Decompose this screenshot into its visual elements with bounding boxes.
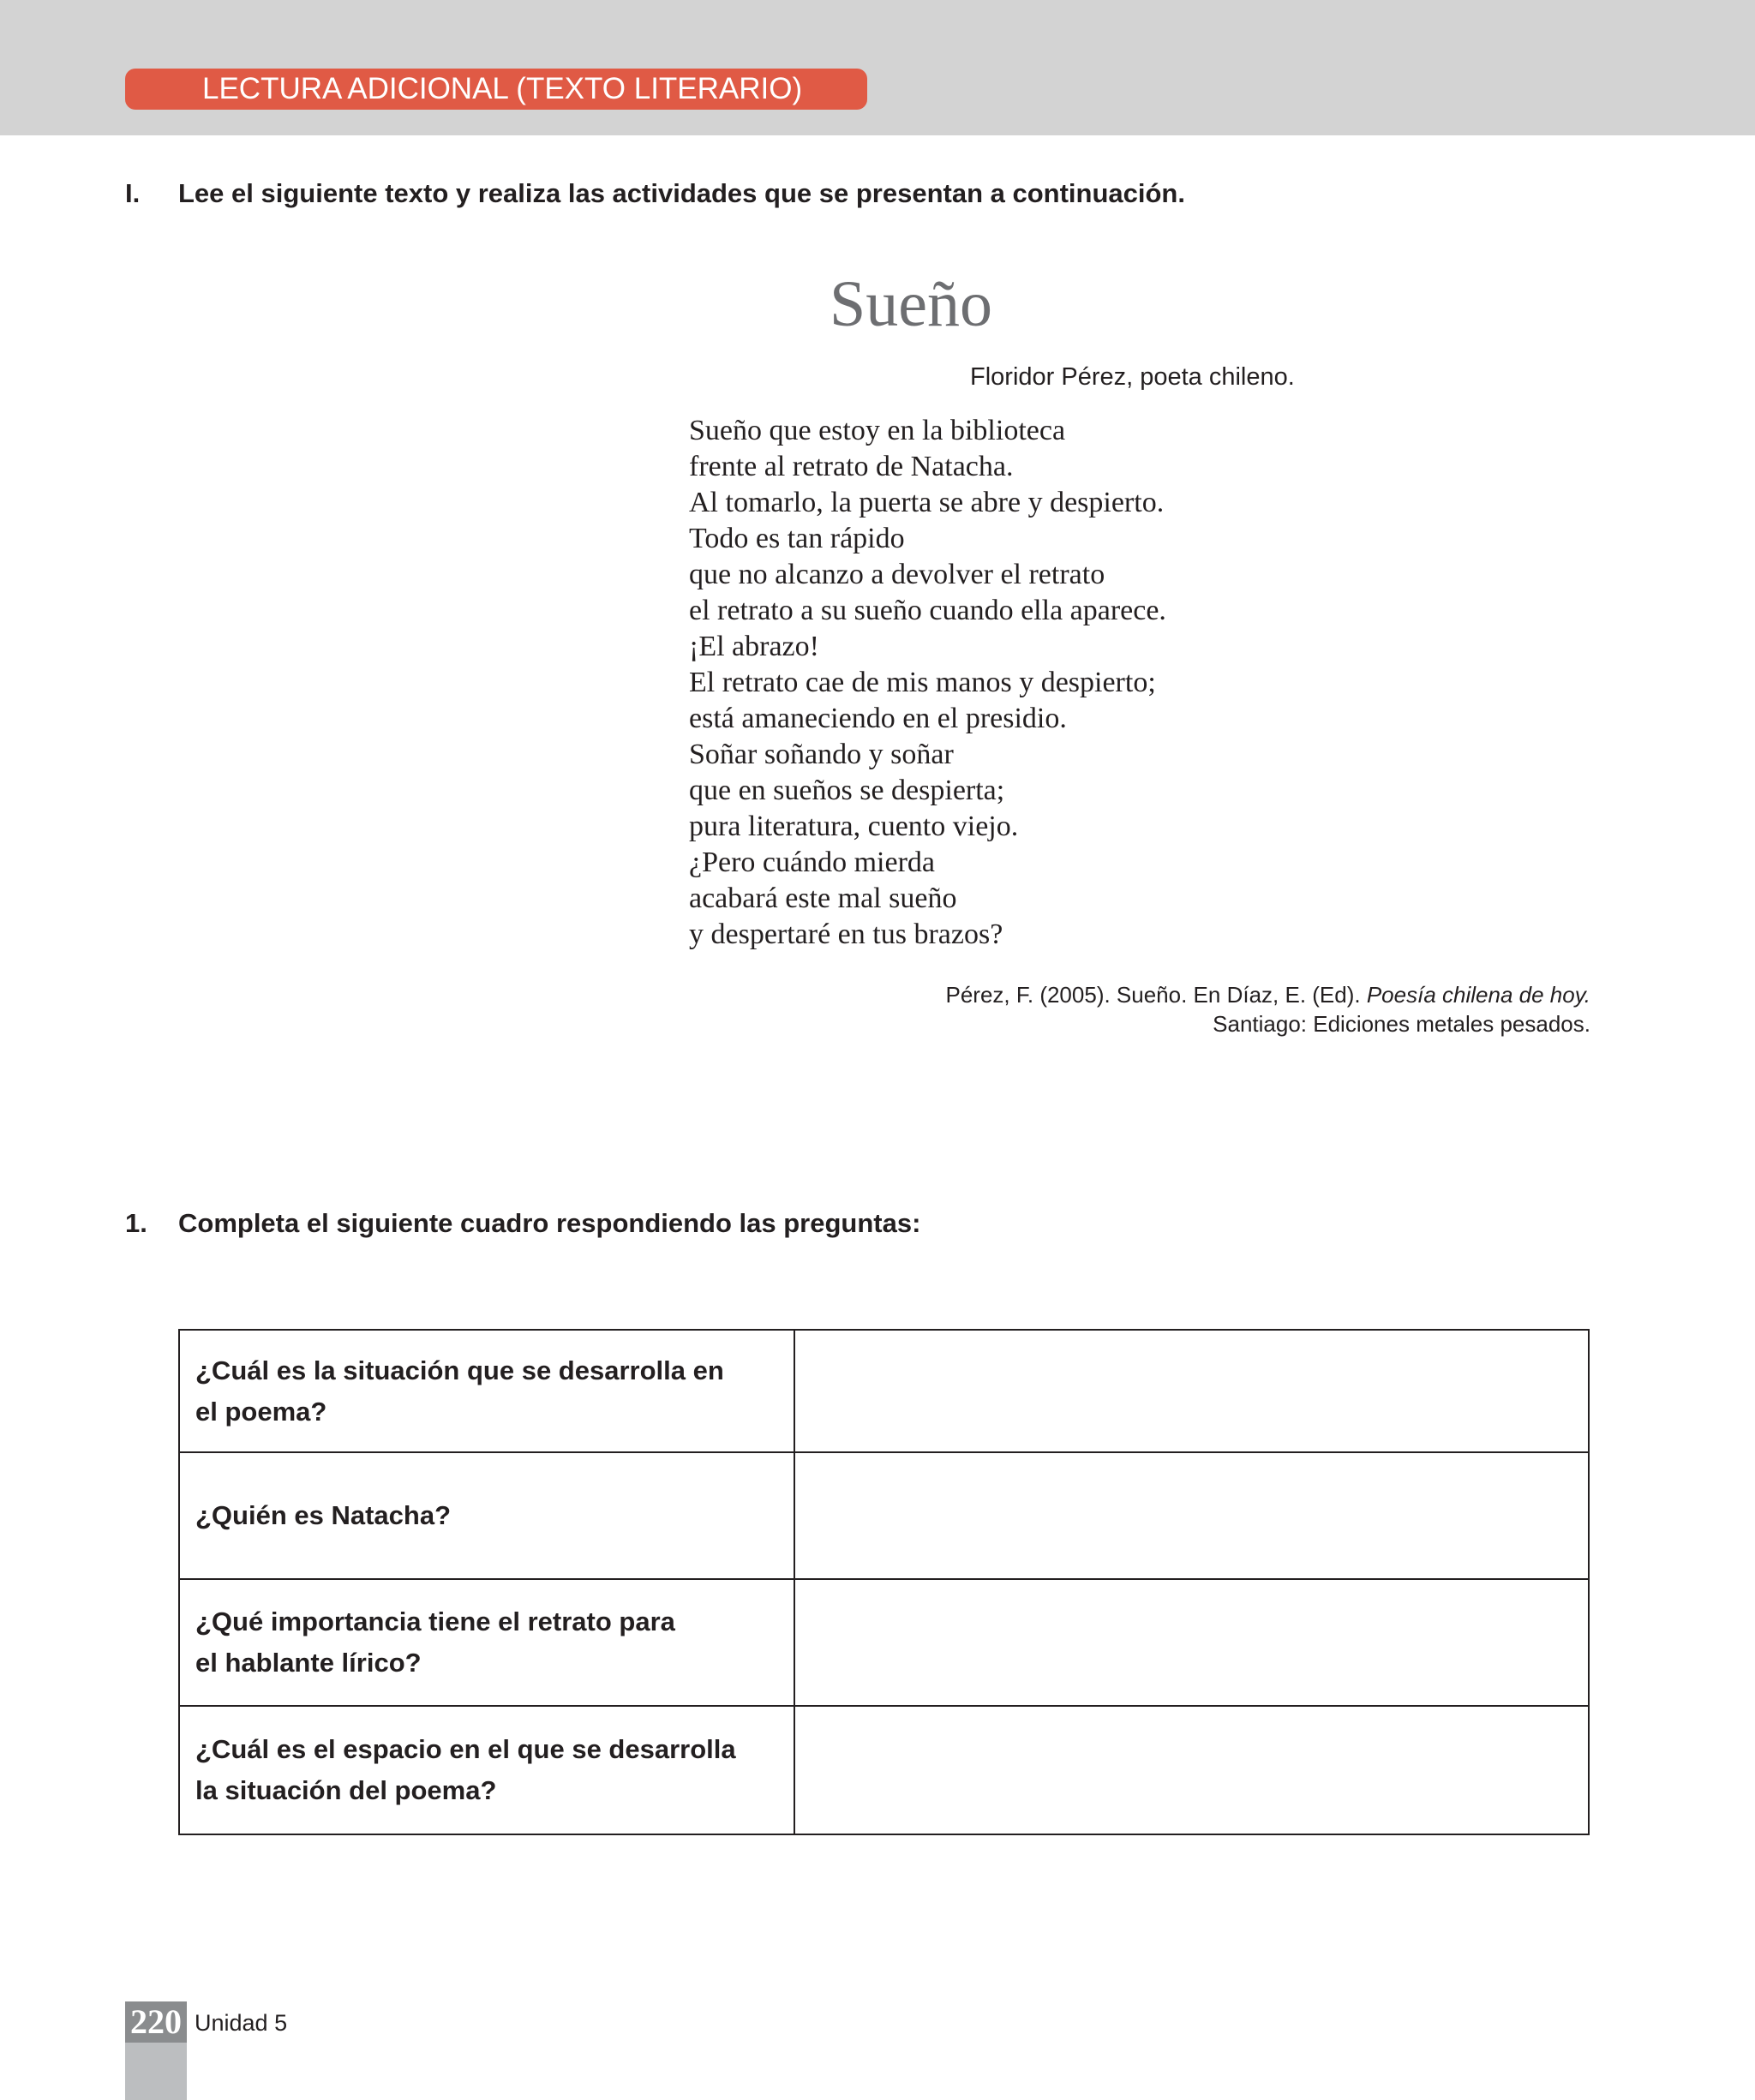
- poem-line: y despertaré en tus brazos?: [689, 918, 1003, 950]
- question-text: la situación del poema?: [195, 1775, 497, 1805]
- header-band: [0, 0, 1755, 135]
- poem-line: Al tomarlo, la puerta se abre y despierto.: [689, 487, 1165, 518]
- question-text: ¿Qué importancia tiene el retrato para: [195, 1606, 675, 1636]
- poem-line: ¿Pero cuándo mierda: [689, 847, 935, 878]
- poem-citation: [946, 980, 1591, 1038]
- citation-reference: Pérez, F. (2005). Sueño. En Díaz, E. (Ed).: [945, 982, 1367, 1008]
- question-text: ¿Cuál es el espacio en el que se desarrolla: [195, 1734, 736, 1764]
- poem-line: pura literatura, cuento viejo.: [689, 811, 1019, 842]
- answer-cell[interactable]: [794, 1579, 1589, 1706]
- section-label: LECTURA ADICIONAL (TEXTO LITERARIO): [125, 69, 867, 110]
- unit-label: Unidad 5: [195, 2010, 288, 2036]
- poem-line: acabará este mal sueño: [689, 882, 957, 914]
- poem-title: Sueño: [830, 268, 992, 340]
- poem-line: ¡El abrazo!: [689, 631, 819, 662]
- question-cell: [179, 1579, 794, 1706]
- question-cell: [179, 1452, 794, 1579]
- instruction-one-text: Lee el siguiente texto y realiza las actividades que se presentan a continuación.: [178, 178, 1185, 208]
- table-row: [179, 1706, 1589, 1834]
- citation-line-2: Santiago: Ediciones metales pesados.: [1213, 1011, 1590, 1037]
- poem-line: el retrato a su sueño cuando ella aparece.: [689, 595, 1166, 626]
- answer-cell[interactable]: [794, 1452, 1589, 1579]
- question-text: el hablante lírico?: [195, 1648, 422, 1678]
- table-row: [179, 1579, 1589, 1706]
- instruction-two-number: 1.: [125, 1208, 147, 1238]
- citation-line-1: [946, 980, 1591, 1009]
- poem-line: Soñar soñando y soñar: [689, 739, 954, 770]
- citation-book-title: Poesía chilena de hoy.: [1366, 982, 1590, 1008]
- poem-line: que en sueños se despierta;: [689, 775, 1005, 806]
- instruction-one-number: I.: [125, 178, 141, 208]
- poem-author: Floridor Pérez, poeta chileno.: [970, 363, 1295, 391]
- question-cell: [179, 1330, 794, 1452]
- poem-line: está amaneciendo en el presidio.: [689, 703, 1067, 734]
- questions-table: [178, 1329, 1590, 1835]
- poem-line: Sueño que estoy en la biblioteca: [689, 415, 1066, 446]
- poem-line: Todo es tan rápido: [689, 523, 905, 554]
- question-text: ¿Cuál es la situación que se desarrolla en: [195, 1355, 724, 1385]
- question-text: ¿Quién es Natacha?: [195, 1500, 452, 1530]
- question-cell: [179, 1706, 794, 1834]
- answer-cell[interactable]: [794, 1330, 1589, 1452]
- poem-body: [689, 413, 1166, 953]
- instruction-two-text: Completa el siguiente cuadro respondiendo las preguntas:: [178, 1208, 921, 1238]
- poem-line: que no alcanzo a devolver el retrato: [689, 559, 1105, 590]
- page-number: 220: [125, 2001, 187, 2043]
- poem-line: frente al retrato de Natacha.: [689, 451, 1014, 482]
- table-row: [179, 1452, 1589, 1579]
- poem-line: El retrato cae de mis manos y despierto;: [689, 667, 1156, 698]
- answer-cell[interactable]: [794, 1706, 1589, 1834]
- question-text: el poema?: [195, 1396, 327, 1427]
- table-row: [179, 1330, 1589, 1452]
